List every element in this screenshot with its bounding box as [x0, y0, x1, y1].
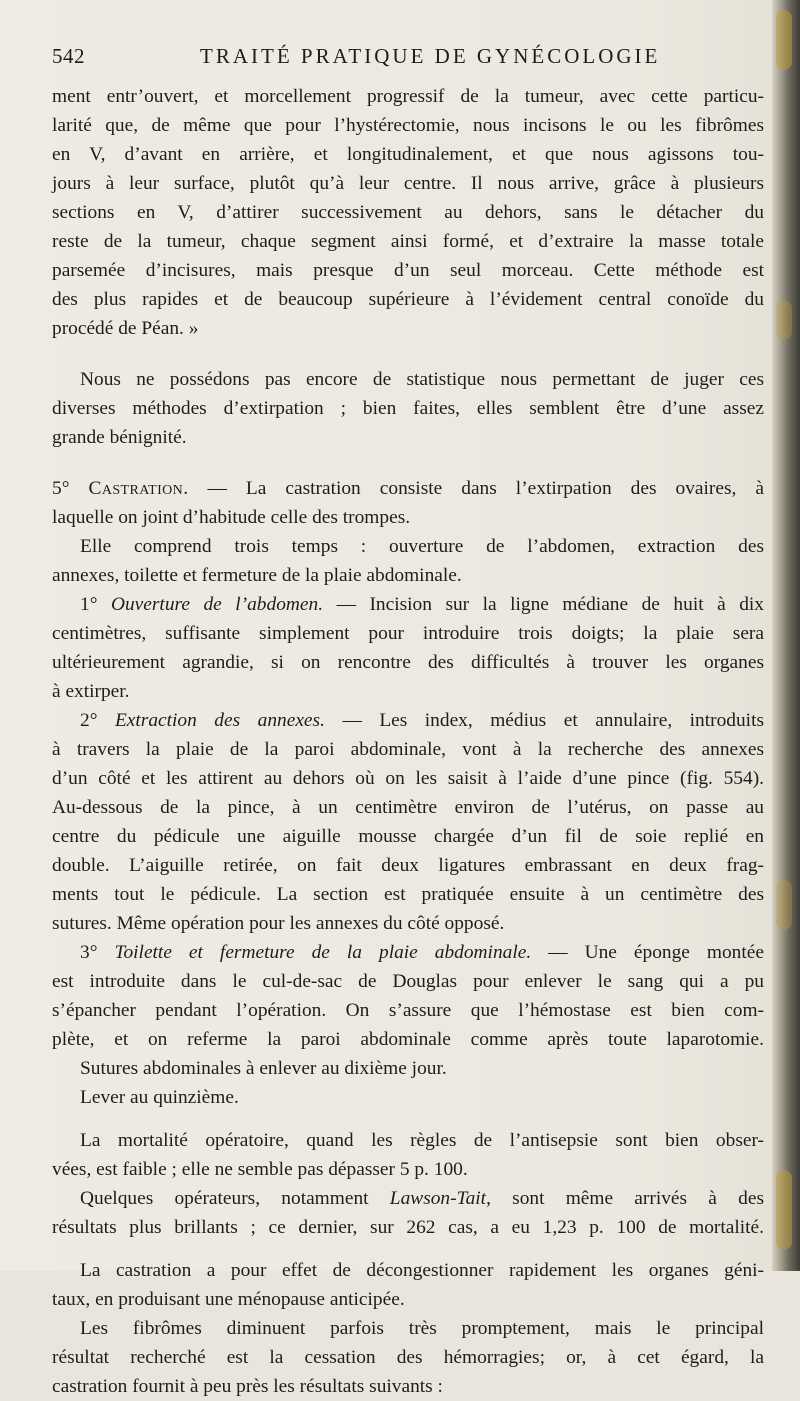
page-number: 542 — [52, 44, 85, 68]
text-line: ments tout le pédicule. La section est pratiquée ensuite à un centimètre des — [52, 884, 764, 905]
text-line: s’épancher pendant l’opération. On s’assure que l’hémostase est bien com- — [52, 1000, 764, 1021]
text-line: sutures. Même opération pour les annexes du côté opposé. — [52, 913, 505, 934]
text-line — [52, 590, 764, 619]
step-number: 1° — [80, 594, 98, 615]
step-number: 3° — [80, 942, 98, 963]
text-line: grande bénignité. — [52, 427, 187, 448]
body-text — [52, 82, 764, 1401]
section-number: 5° — [52, 478, 70, 499]
paragraph-gap — [52, 452, 764, 474]
step-number: 2° — [80, 710, 98, 731]
text-line: diverses méthodes d’extirpation ; bien faites, elles semblent être d’une assez — [52, 398, 764, 419]
text-line: Au-dessous de la pince, à un centimètre environ de l’utérus, on passe au — [52, 797, 764, 818]
text-line: castration fournit à peu près les résultats suivants : — [52, 1376, 443, 1397]
text-line — [52, 474, 764, 503]
author-name: Lawson-Tait — [389, 1188, 487, 1209]
text-line: annexes, toilette et fermeture de la plaie abdominale. — [52, 565, 462, 586]
heading-dash: — — [207, 478, 227, 499]
step-title: Extraction des annexes. — [114, 710, 325, 731]
text-line: procédé de Péan. » — [52, 318, 199, 339]
step-title: Ouverture de l’abdomen. — [110, 594, 324, 615]
text-line — [52, 1184, 764, 1213]
page-edge-shadow — [772, 0, 800, 1271]
text-run: — Incision sur la ligne médiane de huit à dix — [336, 594, 764, 615]
text-line: en V, d’avant en arrière, et longitudinalement, et que nous agissons tou- — [52, 144, 764, 165]
text-line: ment entr’ouvert, et morcellement progressif de la tumeur, avec cette particu- — [52, 86, 764, 107]
text-line: laquelle on joint d’habitude celle des trompes. — [52, 507, 411, 528]
step-title: Toilette et fermeture de la plaie abdominale. — [114, 942, 532, 963]
text-line: des plus rapides et de beaucoup supérieure à l’évidement central conoïde du — [52, 289, 764, 310]
text-line — [52, 938, 764, 967]
text-line — [52, 706, 764, 735]
text-line: à extirper. — [52, 681, 130, 702]
edge-stain — [776, 10, 792, 70]
text-line: centimètres, suffisante simplement pour introduire trois doigts; la plaie sera — [52, 623, 764, 644]
text-line: jours à leur surface, plutôt qu’à leur centre. Il nous arrive, grâce à plusieurs — [52, 173, 764, 194]
text-line: centre du pédicule une aiguille mousse chargée d’un fil de soie replié en — [52, 826, 764, 847]
text-line: Lever au quinzième. — [80, 1087, 239, 1108]
text-line: est introduite dans le cul-de-sac de Douglas pour enlever le sang qui a pu — [52, 971, 764, 992]
text-line: taux, en produisant une ménopause anticipée. — [52, 1289, 405, 1310]
text-line: Sutures abdominales à enlever au dixième jour. — [80, 1058, 447, 1079]
paragraph-gap — [52, 1112, 764, 1126]
text-line: La castration a pour effet de décongestionner rapidement les organes géni- — [80, 1260, 764, 1281]
text-line: Les fibrômes diminuent parfois très promptement, mais le principal — [80, 1318, 764, 1339]
text-run: La castration consiste dans l’extirpation des ovaires, à — [245, 478, 765, 499]
text-run: — Une éponge montée — [548, 942, 764, 963]
text-line: double. L’aiguille retirée, on fait deux ligatures embrassant en deux frag- — [52, 855, 764, 876]
text-line: Nous ne possédons pas encore de statistique nous permettant de juger ces — [80, 369, 764, 390]
text-line: larité que, de même que pour l’hystérectomie, nous incisons le ou les fibrômes — [52, 115, 764, 136]
text-line: plète, et on referme la paroi abdominale comme après toute laparotomie. — [52, 1029, 764, 1050]
paragraph-gap — [52, 343, 764, 365]
paragraph-gap — [52, 1242, 764, 1256]
text-line: d’un côté et les attirent au dehors où on les saisit à l’aide d’une pince (fig. 554). — [52, 768, 764, 789]
text-line: ultérieurement agrandie, si on rencontre des difficultés à trouver les organes — [52, 652, 764, 673]
page-header — [52, 44, 752, 74]
text-line: à travers la plaie de la paroi abdominale, vont à la recherche des annexes — [52, 739, 764, 760]
text-line: résultat recherché est la cessation des hémorragies; or, à cet égard, la — [52, 1347, 764, 1368]
text-line: reste de la tumeur, chaque segment ainsi formé, et d’extraire la masse totale — [52, 231, 764, 252]
text-line: Elle comprend trois temps : ouverture de l’abdomen, extraction des — [80, 536, 764, 557]
section-heading: Castration. — [88, 478, 189, 499]
text-line: résultats plus brillants ; ce dernier, sur 262 cas, a eu 1,23 p. 100 de mortalité. — [52, 1217, 764, 1238]
running-head: TRAITÉ PRATIQUE DE GYNÉCOLOGIE — [200, 44, 661, 68]
text-run: — Les index, médius et annulaire, introduits — [342, 710, 764, 731]
text-run: , sont même arrivés à des — [486, 1188, 764, 1209]
text-run: Quelques opérateurs, notamment — [80, 1188, 369, 1209]
text-line: sections en V, d’attirer successivement au dehors, sans le détacher du — [52, 202, 764, 223]
edge-stain — [776, 880, 792, 930]
edge-stain — [776, 1170, 792, 1250]
edge-stain — [776, 300, 792, 340]
text-line: parsemée d’incisures, mais presque d’un seul morceau. Cette méthode est — [52, 260, 764, 281]
text-line: vées, est faible ; elle ne semble pas dépasser 5 p. 100. — [52, 1159, 468, 1180]
text-line: La mortalité opératoire, quand les règles de l’antisepsie sont bien obser- — [80, 1130, 764, 1151]
